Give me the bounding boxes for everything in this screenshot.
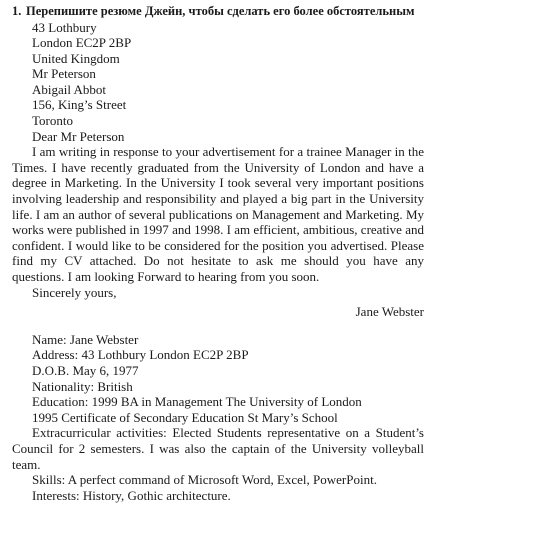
- sender-address-line: London EC2P 2BP: [32, 35, 132, 51]
- cv-education: 1995 Certificate of Secondary Education St Mary’s School: [32, 409, 338, 425]
- cv-dob: D.O.B. May 6, 1977: [32, 362, 139, 378]
- cv-education: Education: 1999 BA in Management The University of London: [32, 394, 362, 410]
- cv-section: [12, 332, 424, 504]
- cv-address: Address: 43 Lothbury London EC2P 2BP: [32, 347, 249, 363]
- cv-nationality: Nationality: British: [32, 378, 133, 394]
- recipient-line: 156, King’s Street: [32, 97, 127, 113]
- cv-name: Name: Jane Webster: [32, 331, 139, 347]
- task-number: 1.: [12, 4, 22, 18]
- document-page: [12, 4, 424, 503]
- sender-address-line: 43 Lothbury: [32, 19, 97, 35]
- cv-skills: Skills: A perfect command of Microsoft Word, Excel, PowerPoint.: [32, 472, 377, 488]
- task-heading: [12, 4, 424, 20]
- sender-address-line: United Kingdom: [32, 50, 120, 66]
- letter-body: I am writing in response to your advertisement for a trainee Manager in the Times. I have recently graduated from the University of London and have a degree in Marketing. In the University I took several very important positions involving leadership and responsibility and played a big part in the University life. I am an author of several publications on Management and Marketing. My works were published in 1997 and 1998. I am efficient, ambitious, creative and confident. I would like to be considered for the position you advertised. Please find my CV attached. Do not hesitate to ask me should you have any questions. I am looking Forward to hearing from you soon.: [12, 144, 424, 284]
- letter-closing: Sincerely yours,: [32, 284, 117, 300]
- recipient-address: [12, 66, 424, 144]
- letter-signature: Jane Webster: [355, 304, 424, 320]
- recipient-line: Toronto: [32, 113, 73, 129]
- cv-extracurricular: Extracurricular activities: Elected Students representative on a Student’s Council for 2 semesters. I was also the captain of the University volleyball team.: [12, 425, 424, 472]
- task-text: Перепишите резюме Джейн, чтобы сделать его более обстоятельным: [26, 4, 415, 18]
- recipient-line: Abigail Abbot: [32, 81, 107, 97]
- recipient-line: Mr Peterson: [32, 66, 96, 82]
- cv-interests: Interests: History, Gothic architecture.: [32, 487, 231, 503]
- salutation: Dear Mr Peterson: [32, 128, 125, 144]
- sender-address: [12, 20, 424, 67]
